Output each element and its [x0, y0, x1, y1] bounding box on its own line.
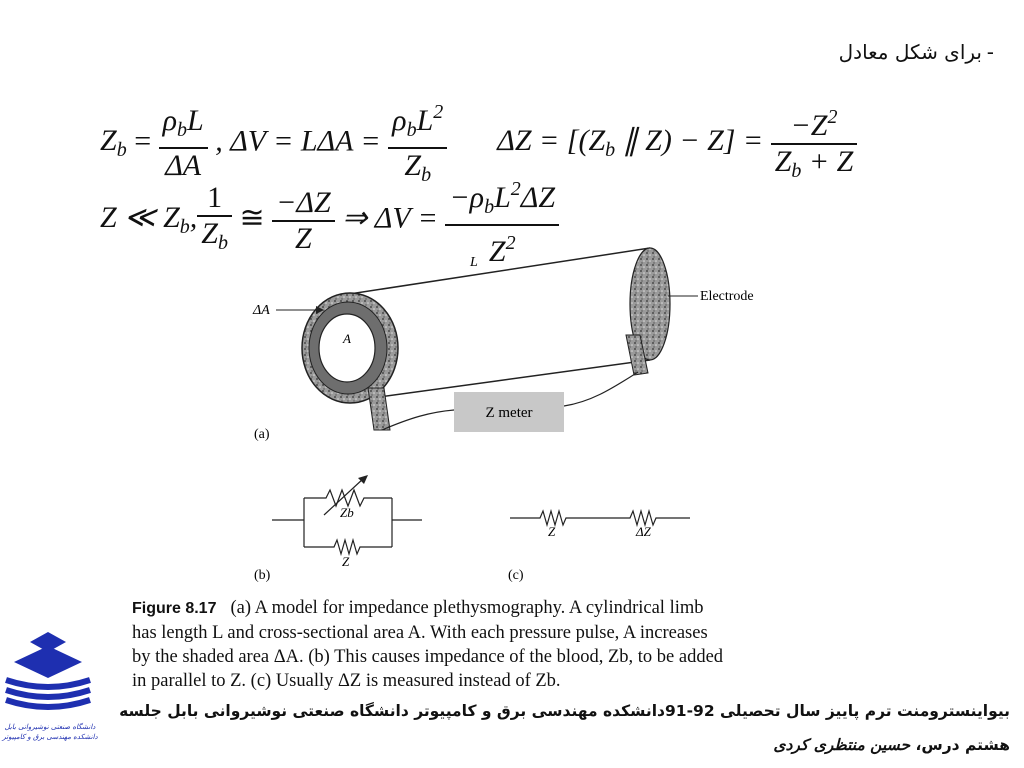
label-L: L: [470, 255, 478, 270]
logo-text-1: دانشگاه صنعتی نوشیروانی بابل: [4, 723, 96, 731]
label-dz-series: ΔZ: [636, 524, 651, 539]
label-z-parallel: Z: [342, 554, 350, 569]
logo-text-2: دانشکده مهندسی برق و کامپیوتر: [2, 733, 98, 741]
eq-lead: Z ≪ $Z_b$,: [100, 201, 198, 239]
university-logo: [0, 632, 110, 747]
caption-line-3: by the shaded area ΔA. (b) This causes impedance of the blood, Zb, to be added: [132, 647, 724, 667]
label-A: A: [343, 331, 351, 346]
eq-one-over-zb: $\frac{1}{Z_b}$: [197, 181, 232, 260]
eq-dz-over-z: $\frac{-\Delta Z}{Z}$: [272, 186, 335, 256]
caption-line-1: [132, 596, 912, 621]
eq-zb-fraction: $\frac{\rho_bL}{\Delta A}$: [159, 104, 208, 183]
eq-zb-lhs: $Z_b$: [100, 124, 127, 162]
circuit-series: [510, 511, 690, 525]
limb-cylinder: [302, 248, 670, 403]
figure-8-17: [250, 240, 790, 595]
eq-implies: ⇒ ΔV =: [334, 201, 446, 235]
label-z-series: Z: [548, 524, 556, 539]
z-meter: [454, 392, 564, 432]
eq-dz-fraction: $\frac{-Z^2}{Z_b + Z}$: [771, 100, 858, 188]
label-zb: Zb: [340, 505, 354, 520]
figure-caption: [132, 596, 912, 693]
footer-session: هشتم درس،: [910, 736, 1010, 754]
label-panel-c: (c): [508, 568, 524, 583]
label-electrode: Electrode: [700, 289, 754, 304]
label-panel-b: (b): [254, 568, 271, 583]
eq-equals: =: [126, 124, 159, 158]
eq-approx: ≅: [231, 201, 273, 235]
caption-figure-label: Figure 8.17: [132, 600, 217, 617]
slide-heading: برای شکل معادل: [838, 40, 982, 64]
caption-text-1: (a) A model for impedance plethysmography. A cylindrical limb: [230, 598, 704, 618]
label-delta-a: ΔA: [253, 303, 270, 318]
eq-dv-result: $\frac{-\rho_bL^2\Delta Z}{Z^2}$: [445, 172, 559, 269]
eq-dz-text: $\Delta Z = [(Z_b$ ∥ Z) − Z] =: [497, 124, 771, 162]
caption-line-4: in parallel to Z. (c) Usually ΔZ is measured instead of Zb.: [132, 671, 561, 691]
z-meter-label: Z meter: [485, 405, 533, 421]
footer-course-line: بیواینسترومنت ترم پاییز سال تحصیلی 92-91دانشکده مهندسی برق و کامپیوتر دانشگاه صنعتی نوشیروانی بابل جلسه: [119, 702, 1010, 720]
footer-author-line: [773, 736, 1010, 754]
eq-dv-text: , ΔV = LΔA =: [207, 124, 389, 158]
footer-author-name: حسین منتظری کردی: [773, 736, 911, 754]
label-panel-a: (a): [254, 427, 270, 442]
bullet-dash: -: [986, 40, 994, 64]
caption-line-2: has length L and cross-sectional area A. With each pressure pulse, A increases: [132, 623, 708, 643]
eq-dv-fraction: $\frac{\rho_bL^2}{Z_b}$: [388, 95, 447, 192]
